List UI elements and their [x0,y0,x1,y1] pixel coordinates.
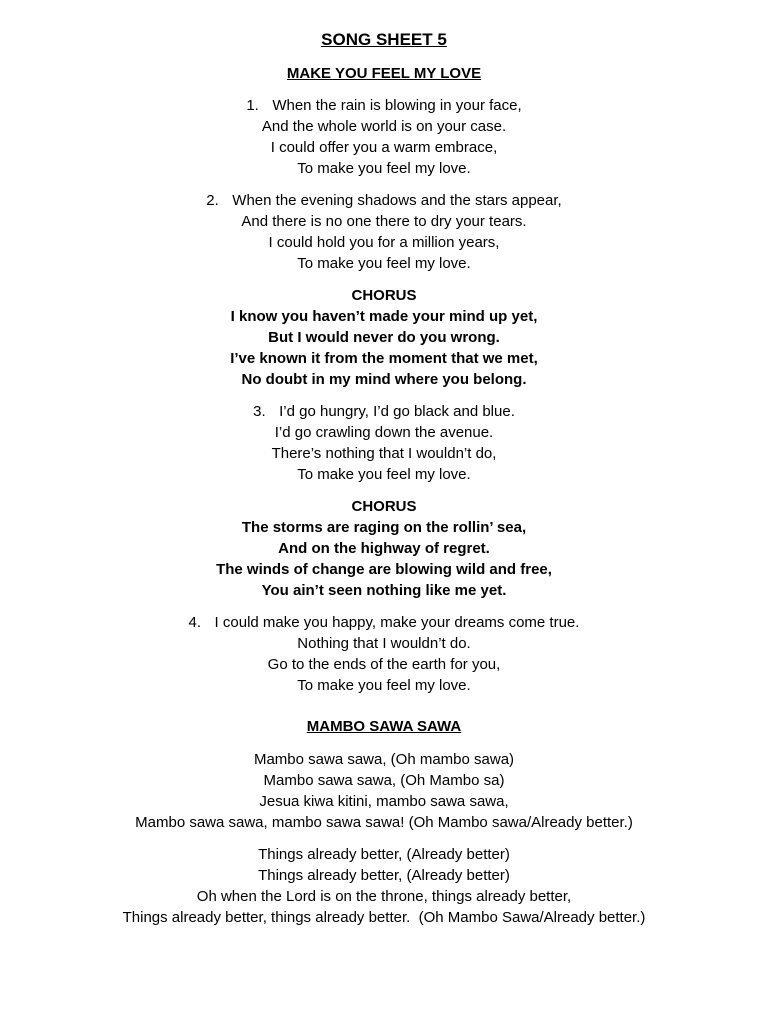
stanza-2-line-3: Oh when the Lord is on the throne, things already better, [196,888,572,905]
verse-line: I could make you happy, make your dreams come true. [214,614,580,631]
song-title-make-you-feel-my-love: MAKE YOU FEEL MY LOVE [286,65,482,82]
verse-2-number: 2. [206,192,219,209]
verse-4-line-1 [0,613,768,633]
verse-1-line-2: And the whole world is on your case. [261,118,507,135]
verse-3-line-3: There’s nothing that I wouldn’t do, [271,445,497,462]
verse-4-line-3: Go to the ends of the earth for you, [267,656,501,673]
song-title-mambo-sawa-sawa: MAMBO SAWA SAWA [306,718,462,735]
sheet-title: SONG SHEET 5 [321,30,447,49]
verse-4-line-2: Nothing that I wouldn’t do. [297,635,471,652]
chorus-1-line-1: I know you haven’t made your mind up yet, [230,308,538,325]
verse-3-line-4: To make you feel my love. [297,466,471,483]
stanza-1-line-3: Jesua kiwa kitini, mambo sawa sawa, [259,793,509,810]
verse-2-line-2: And there is no one there to dry your tears. [241,213,527,230]
stanza-1-line-4: Mambo sawa sawa, mambo sawa sawa! (Oh Mambo sawa/Already better.) [135,814,633,831]
verse-line: When the rain is blowing in your face, [272,97,522,114]
chorus-2-line-1: The storms are raging on the rollin’ sea, [241,519,527,536]
verse-2-line-3: I could hold you for a million years, [268,234,500,251]
verse-4-line-4: To make you feel my love. [297,677,471,694]
verse-line: I’d go hungry, I’d go black and blue. [279,403,515,420]
chorus-1-line-3: I’ve known it from the moment that we met, [230,350,538,367]
chorus-2-line-4: You ain’t seen nothing like me yet. [261,582,507,599]
stanza-1-line-2: Mambo sawa sawa, (Oh Mambo sa) [263,772,505,789]
verse-2-line-1 [0,191,768,211]
verse-3-number: 3. [253,403,266,420]
chorus-1-line-4: No doubt in my mind where you belong. [241,371,527,388]
verse-1-line-3: I could offer you a warm embrace, [270,139,498,156]
stanza-2-line-1: Things already better, (Already better) [258,846,510,863]
chorus-1-label: CHORUS [351,287,417,304]
verse-3-line-1 [0,402,768,422]
verse-1-number: 1. [246,97,259,114]
chorus-2-line-3: The winds of change are blowing wild and free, [216,561,552,578]
verse-line: When the evening shadows and the stars appear, [232,192,562,209]
verse-1-line-4: To make you feel my love. [297,160,471,177]
verse-2-line-4: To make you feel my love. [297,255,471,272]
verse-1-line-1 [0,96,768,116]
chorus-2-label: CHORUS [351,498,417,515]
chorus-1-line-2: But I would never do you wrong. [268,329,500,346]
verse-3-line-2: I’d go crawling down the avenue. [274,424,494,441]
stanza-2-line-4: Things already better, things already better. (Oh Mambo Sawa/Already better.) [122,909,646,926]
stanza-2-line-2: Things already better, (Already better) [258,867,510,884]
verse-4-number: 4. [188,614,202,631]
stanza-1-line-1: Mambo sawa sawa, (Oh mambo sawa) [253,751,515,768]
chorus-2-line-2: And on the highway of regret. [278,540,490,557]
